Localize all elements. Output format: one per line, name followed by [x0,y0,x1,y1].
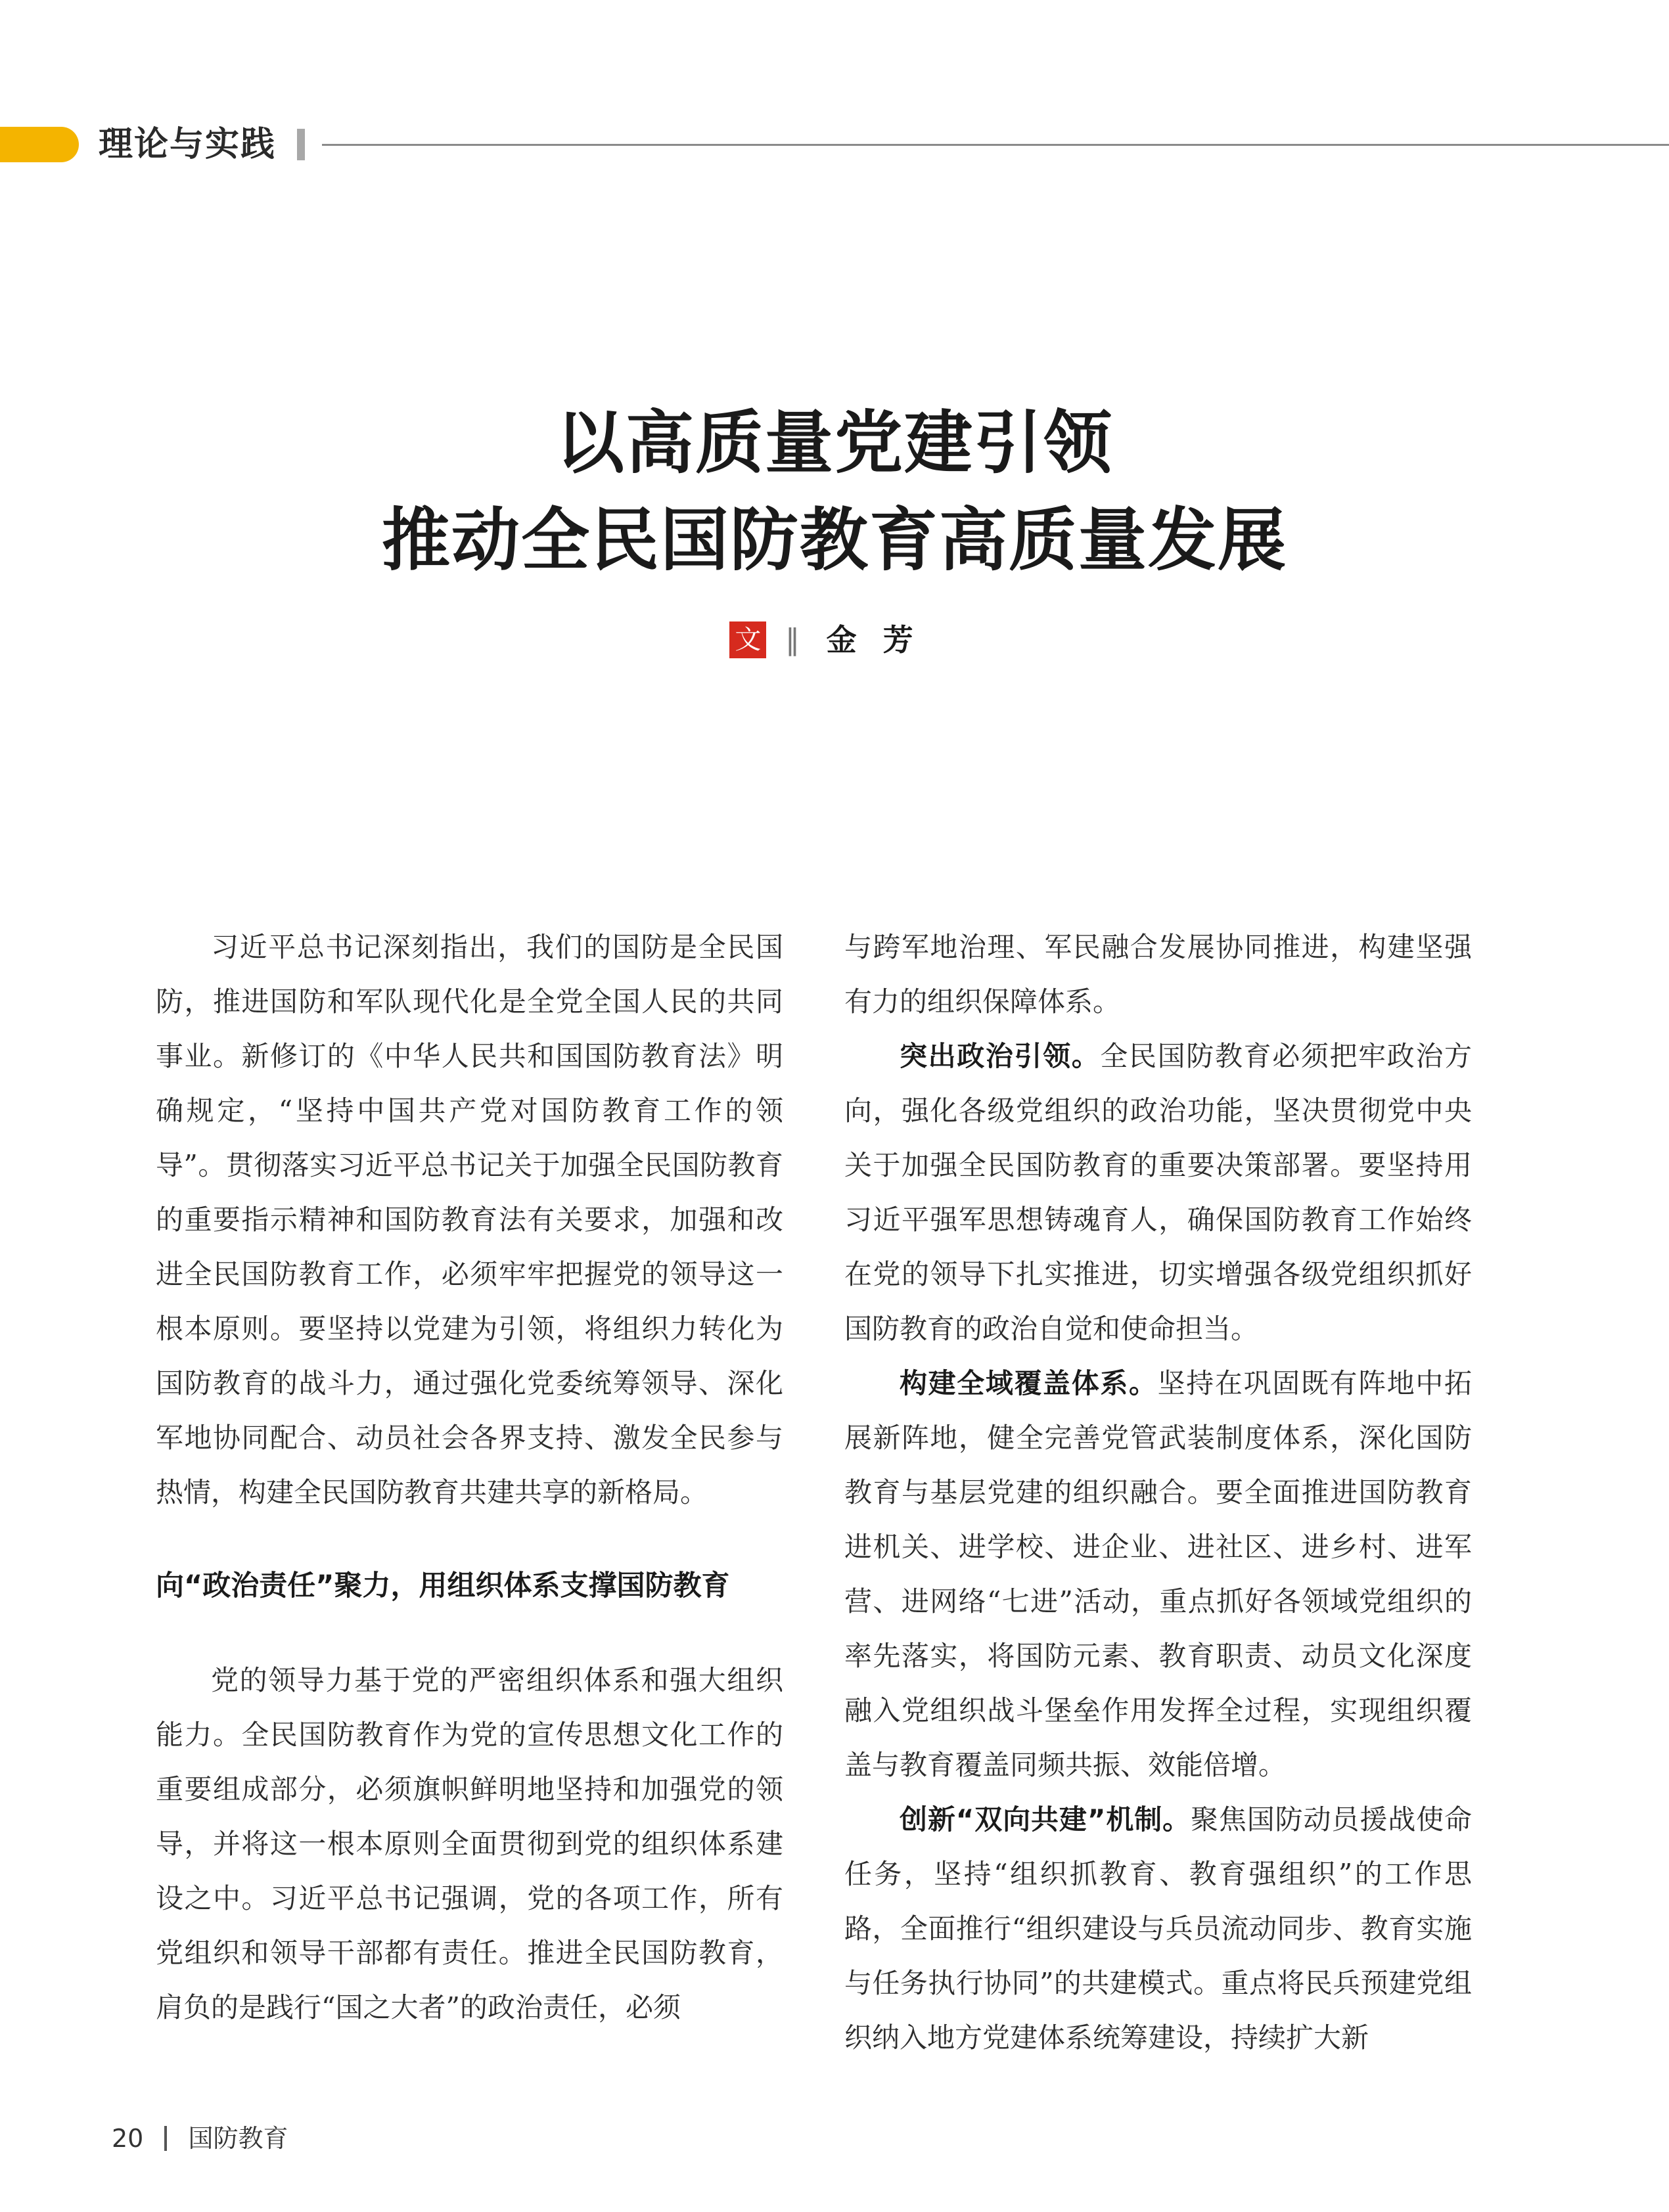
paragraph-lead: 创新“双向共建”机制。 [900,1803,1191,1836]
title-line-2: 推动全民国防教育高质量发展 [381,500,1287,580]
paragraph-text: 全民国防教育必须把牢政治方向，强化各级党组织的政治功能，坚决贯彻党中央关于加强全民国防教育的重要决策部署。要坚持用习近平强军思想铸魂育人，确保国防教育工作始终在党的领导下扎实推进，切实增强各级党组织抓好国防教育的政治自觉和使命担当。 [844,1040,1472,1345]
right-column [844,920,1472,2065]
paragraph [844,1356,1472,1792]
paragraph-lead: 突出政治引领。 [900,1040,1101,1072]
magazine-name: 国防教育 [188,2124,288,2153]
paragraph [844,1792,1472,2065]
paragraph-text: 聚焦国防动员援战使命任务，坚持“组织抓教育、教育强组织”的工作思路，全面推行“组织建设与兵员流动同步、教育实施与任务执行协同”的共建模式。重点将民兵预建党组织纳入地方党建体系统筹建设，持续扩大新 [844,1803,1472,2054]
page-footer [112,2119,288,2158]
header-accent-bar [0,127,79,162]
paragraph [844,1029,1472,1356]
left-column [156,920,783,2035]
article-title [0,394,1669,589]
page-number: 20 [112,2124,144,2153]
section-heading: 向“政治责任”聚力，用组织体系支撑国防教育 [156,1569,730,1602]
paragraph: 与跨军地治理、军民融合发展协同推进，构建坚强有力的组织保障体系。 [844,931,1472,1018]
paragraph-lead: 构建全域覆盖体系。 [900,1367,1158,1399]
footer-divider [164,2126,167,2151]
author-name: 金芳 [826,621,940,658]
paragraph-text: 坚持在巩固既有阵地中拓展新阵地，健全完善党管武装制度体系，深化国防教育与基层党建的组织融合。要全面推进国防教育进机关、进学校、进企业、进社区、进乡村、进军营、进网络“七进”活动，重点抓好各领域党组织的率先落实，将国防元素、教育职责、动员文化深度融入党组织战斗堡垒作用发挥全过程，实现组织覆盖与教育覆盖同频共振、效能倍增。 [844,1367,1472,1781]
byline [0,616,1669,661]
byline-badge: 文 [729,621,766,658]
section-header [0,118,1669,171]
title-line-1: 以高质量党建引领 [555,403,1113,483]
section-label: 理论与实践 [99,125,277,164]
header-rule [322,144,1669,146]
paragraph: 党的领导力基于党的严密组织体系和强大组织能力。全民国防教育作为党的宣传思想文化工作的重要组成部分，必须旗帜鲜明地坚持和加强党的领导，并将这一根本原则全面贯彻到党的组织体系建设之中。习近平总书记强调，党的各项工作，所有党组织和领导干部都有责任。推进全民国防教育，肩负的是践行“国之大者”的政治责任，必须 [156,1664,783,2023]
byline-separator: ‖ [785,622,800,656]
paragraph: 习近平总书记深刻指出，我们的国防是全民国防，推进国防和军队现代化是全党全国人民的共同事业。新修订的《中华人民共和国国防教育法》明确规定，“坚持中国共产党对国防教育工作的领导”。贯彻落实习近平总书记关于加强全民国防教育的重要指示精神和国防教育法有关要求，加强和改进全民国防教育工作，必须牢牢把握党的领导这一根本原则。要坚持以党建为引领，将组织力转化为国防教育的战斗力，通过强化党委统筹领导、深化军地协同配合、动员社会各界支持、激发全民参与热情，构建全民国防教育共建共享的新格局。 [156,931,783,1508]
header-divider-tick [297,129,305,160]
